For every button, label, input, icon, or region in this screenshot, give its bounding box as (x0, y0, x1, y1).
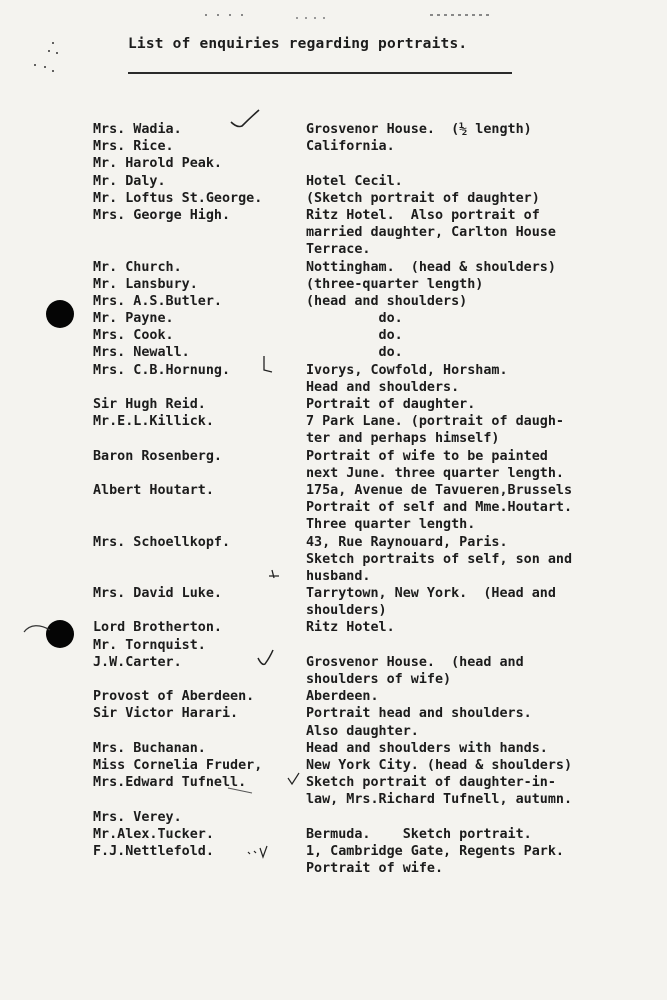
enquiry-detail: Sketch portrait of daughter-in- (306, 775, 556, 791)
enquiry-detail: (Sketch portrait of daughter) (306, 190, 540, 206)
enquirer-name: Mrs. Rice. (93, 139, 174, 155)
enquirer-name: Mr.E.L.Killick. (93, 414, 214, 430)
list-item (0, 688, 667, 705)
enquirer-name: Mr. Payne. (93, 311, 174, 327)
list-item (0, 705, 667, 722)
enquiry-detail: do. (306, 328, 403, 344)
enquirer-name: Provost of Aberdeen. (93, 689, 255, 705)
list-item (0, 757, 667, 774)
list-item (0, 499, 667, 516)
enquiry-detail: Grosvenor House. (head and (306, 654, 524, 670)
list-item (0, 843, 667, 860)
enquiry-detail: (three-quarter length) (306, 276, 484, 292)
list-item (0, 826, 667, 843)
list-item (0, 516, 667, 533)
list-item (0, 740, 667, 757)
enquiry-detail: Ritz Hotel. (306, 620, 395, 636)
list-item (0, 774, 667, 791)
enquirer-name: Mrs. Buchanan. (93, 740, 206, 756)
enquiry-detail: Three quarter length. (306, 517, 476, 533)
enquiry-detail: Terrace. (306, 242, 371, 258)
enquiry-detail: Portrait of daughter. (306, 397, 476, 412)
enquiry-detail: 1, Cambridge Gate, Regents Park. (306, 843, 564, 859)
enquiry-detail: Head and shoulders. (306, 379, 460, 395)
enquiries-list (0, 121, 667, 877)
list-item (0, 379, 667, 396)
enquiry-detail: Sketch portraits of self, son and (306, 551, 573, 567)
enquiry-detail: Tarrytown, New York. (Head and (306, 586, 556, 602)
title-underline (128, 72, 512, 74)
list-item (0, 465, 667, 482)
enquirer-name: Mr. Daly. (93, 173, 166, 189)
enquirer-name: Lord Brotherton. (93, 620, 222, 636)
list-item (0, 619, 667, 636)
enquiry-detail: Portrait head and shoulders. (306, 706, 532, 722)
list-item (0, 344, 667, 361)
list-item (0, 121, 667, 138)
enquirer-name: J.W.Carter. (93, 654, 182, 670)
list-item (0, 791, 667, 808)
top-speck-dots (296, 17, 326, 19)
enquiry-detail: Portrait of self and Mme.Houtart. (306, 500, 573, 516)
enquiry-detail: Also daughter. (306, 723, 419, 739)
list-item (0, 327, 667, 344)
enquiry-detail: Portrait of wife to be painted (306, 448, 548, 464)
enquiry-detail: husband. (306, 568, 371, 584)
list-item (0, 310, 667, 327)
enquirer-name: Mrs. C.B.Hornung. (93, 362, 231, 378)
enquiry-detail: Grosvenor House. (½ length) (306, 122, 532, 137)
enquirer-name: Mrs. Verey. (93, 809, 182, 825)
list-item (0, 293, 667, 310)
list-item (0, 224, 667, 241)
enquiry-detail: 175a, Avenue de Tavueren,Brussels (306, 482, 573, 498)
enquiry-detail: next June. three quarter length. (306, 465, 564, 481)
enquirer-name: Mrs.Edward Tufnell. (93, 775, 247, 791)
list-item (0, 723, 667, 740)
enquirer-name: Mrs. A.S.Butler. (93, 293, 222, 309)
enquiry-detail: California. (306, 139, 395, 155)
list-item (0, 155, 667, 172)
enquirer-name: Mrs. George High. (93, 207, 231, 223)
enquiry-detail: Hotel Cecil. (306, 173, 403, 189)
list-item (0, 173, 667, 190)
list-item (0, 654, 667, 671)
list-item (0, 585, 667, 602)
enquirer-name: Sir Victor Harari. (93, 706, 239, 722)
page-title: List of enquiries regarding portraits. (128, 36, 468, 52)
list-item (0, 207, 667, 224)
list-item (0, 448, 667, 465)
enquirer-name: Miss Cornelia Fruder, (93, 757, 263, 773)
top-speck-dots (205, 14, 245, 16)
enquiry-detail: 7 Park Lane. (portrait of daugh- (306, 414, 564, 430)
enquirer-name: Mr. Lansbury. (93, 276, 198, 292)
list-item (0, 362, 667, 379)
list-item (0, 551, 667, 568)
list-item (0, 413, 667, 430)
enquiry-detail: Nottingham. (head & shoulders) (306, 259, 556, 275)
enquiry-detail: Head and shoulders with hands. (306, 740, 548, 756)
list-item (0, 276, 667, 293)
enquirer-name: Mrs. Cook. (93, 328, 174, 344)
list-item (0, 534, 667, 551)
enquiry-detail: do. (306, 311, 403, 327)
enquirer-name: Mr. Harold Peak. (93, 156, 222, 172)
enquirer-name: Mr. Church. (93, 259, 182, 275)
list-item (0, 809, 667, 826)
enquirer-name: Sir Hugh Reid. (93, 397, 206, 412)
enquiry-detail: Aberdeen. (306, 689, 379, 705)
enquiry-detail: ter and perhaps himself) (306, 431, 500, 447)
enquirer-name: Baron Rosenberg. (93, 448, 222, 464)
list-item (0, 568, 667, 585)
list-item (0, 671, 667, 688)
enquirer-name: Mr. Loftus St.George. (93, 190, 263, 206)
list-item (0, 190, 667, 207)
list-item (0, 259, 667, 276)
list-item (0, 637, 667, 654)
list-item (0, 138, 667, 155)
enquiry-detail: Ritz Hotel. Also portrait of (306, 207, 540, 223)
enquiry-detail: Ivorys, Cowfold, Horsham. (306, 362, 508, 378)
list-item (0, 396, 667, 413)
list-item (0, 241, 667, 258)
list-item (0, 602, 667, 619)
enquirer-name: Mr.Alex.Tucker. (93, 826, 214, 842)
top-speck-dots (430, 14, 490, 16)
enquirer-name: Mr. Tornquist. (93, 637, 206, 653)
enquiry-detail: 43, Rue Raynouard, Paris. (306, 534, 508, 550)
enquiry-detail: law, Mrs.Richard Tufnell, autumn. (306, 792, 573, 808)
enquirer-name: F.J.Nettlefold. (93, 843, 214, 859)
enquirer-name: Mrs. Newall. (93, 345, 190, 361)
enquiry-detail: Bermuda. Sketch portrait. (306, 826, 532, 842)
enquirer-name: Albert Houtart. (93, 482, 214, 498)
enquiry-detail: shoulders) (306, 603, 387, 619)
enquiry-detail: married daughter, Carlton House (306, 225, 556, 241)
enquiry-detail: shoulders of wife) (306, 672, 452, 687)
enquirer-name: Mrs. David Luke. (93, 586, 222, 602)
list-item (0, 482, 667, 499)
list-item (0, 430, 667, 447)
enquiry-detail: Portrait of wife. (306, 861, 444, 877)
enquiry-detail: do. (306, 345, 403, 361)
enquiry-detail: (head and shoulders) (306, 293, 468, 309)
list-item (0, 860, 667, 877)
enquirer-name: Mrs. Wadia. (93, 122, 182, 137)
enquiry-detail: New York City. (head & shoulders) (306, 757, 573, 773)
enquirer-name: Mrs. Schoellkopf. (93, 534, 231, 550)
